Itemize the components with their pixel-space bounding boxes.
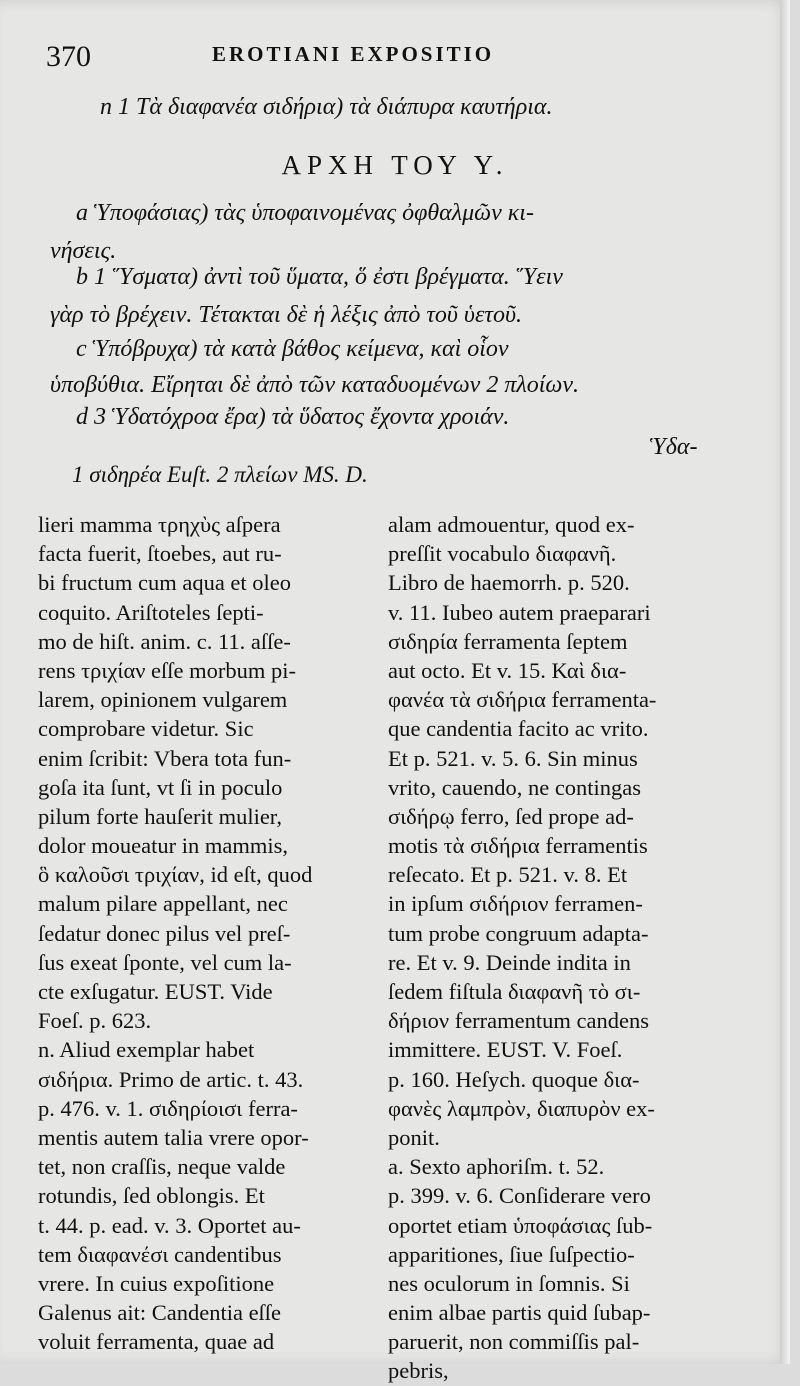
right-column-line: v. 11. Iubeo autem praeparari — [388, 599, 651, 625]
right-column-line: ſedem fiſtula διαφανῆ τὸ σι- — [388, 979, 641, 1004]
right-column-line: oportet etiam ὑποφάσιας ſub- — [388, 1212, 653, 1238]
left-column-line: σιδήρια. Primo de artic. t. 43. — [38, 1066, 304, 1092]
right-column-line: σιδήρῳ ferro, ſed prope ad- — [388, 803, 634, 829]
left-column-line: rotundis, ſed oblongis. Et — [38, 1183, 265, 1209]
left-column-line: lieri mamma τρηχὺς aſpera — [38, 512, 281, 537]
left-column-line: tet, non craſſis, neque valde — [38, 1154, 286, 1180]
left-column-line: Foeſ. p. 623. — [38, 1008, 152, 1034]
right-column-line: pebris, — [388, 1358, 449, 1384]
left-column-line: n. Aliud exemplar habet — [38, 1037, 255, 1063]
page-number: 370 — [46, 40, 91, 73]
right-column-line: tum probe congruum adapta- — [388, 920, 649, 946]
left-column-line: facta fuerit, ſtoebes, aut ru- — [38, 541, 282, 567]
entry-line-1: n 1 Τὰ διαφανέα σιδήρια) τὰ διάπυρα καυτήρια. — [100, 94, 553, 120]
right-column-line: δήριον ferramentum candens — [388, 1008, 649, 1034]
right-column-line: σιδηρία ferramenta ſeptem — [388, 628, 628, 654]
right-column-line: enim albae partis quid ſubap- — [388, 1300, 651, 1326]
entry-line-4: νήσεις. — [50, 238, 117, 264]
left-column-line: larem, opinionem vulgarem — [38, 687, 288, 713]
right-column-line: reſecato. Et p. 521. v. 8. Et — [388, 862, 628, 888]
left-column — [38, 510, 378, 1356]
right-column-line: vrito, cauendo, ne contingas — [388, 774, 642, 800]
left-column-line: ὃ καλοῦσι τριχίαν, id eſt, quod — [38, 862, 313, 888]
right-column-line: Libro de haemorrh. p. 520. — [388, 570, 630, 596]
left-column-line: cte exſugatur. EUST. Vide — [38, 979, 273, 1004]
left-column-line: goſa ita ſunt, vt ſi in poculo — [38, 774, 283, 800]
left-column-line: ſus exeat ſponte, vel cum la- — [38, 949, 292, 975]
entry-line-3: a Ὑποφάσιας) τὰς ὑποφαινομένας ὀφθαλμῶν κι- — [76, 200, 534, 226]
right-column-line: motis τὰ σιδήρια ferramentis — [388, 833, 648, 859]
entry-catchword: Ὑδα- — [650, 434, 698, 460]
left-column-line: ſedatur donec pilus vel preſ- — [38, 920, 291, 946]
right-column-line: paruerit, non commiſſis pal- — [388, 1329, 640, 1355]
right-column-line: φανέα τὰ σιδήρια ferramenta- — [388, 687, 657, 713]
left-column-line: p. 476. v. 1. σιδηρίοισι ferra- — [38, 1095, 298, 1121]
right-column-line: Et p. 521. v. 5. 6. Sin minus — [388, 745, 638, 771]
right-column — [388, 510, 718, 1386]
right-column-line: immittere. EUST. V. Foeſ. — [388, 1037, 623, 1063]
page-edge-shadow — [780, 0, 790, 1364]
right-column-line: nes oculorum in ſomnis. Si — [388, 1270, 630, 1296]
right-column-line: apparitiones, ſiue ſuſpectio- — [388, 1241, 635, 1267]
entry-line-7: c Ὑπόβρυχα) τὰ κατὰ βάθος κείμενα, καὶ οἷον — [76, 336, 509, 362]
left-column-line: malum pilare appellant, nec — [38, 891, 288, 917]
right-column-line: p. 160. Heſych. quoque δια- — [388, 1066, 640, 1092]
right-column-line: preſſit vocabulo διαφανῆ. — [388, 541, 617, 567]
right-column-line: que candentia facito ac vrito. — [388, 716, 649, 742]
left-column-line: Galenus ait: Candentia eſſe — [38, 1300, 282, 1326]
right-column-line: in ipſum σιδήριον ferramen- — [388, 891, 643, 917]
left-column-line: tem διαφανέσι candentibus — [38, 1241, 282, 1267]
right-column-line: alam admouentur, quod ex- — [388, 512, 635, 537]
entry-line-8: ὑποβύθια. Εἴρηται δὲ ἀπὸ τῶν καταδυομένων 2 πλοίων. — [50, 372, 580, 398]
left-column-line: dolor moueatur in mammis, — [38, 833, 288, 859]
left-column-line: coquito. Ariſtoteles ſepti- — [38, 599, 264, 625]
left-column-line: rens τριχίαν eſſe morbum pi- — [38, 657, 297, 683]
left-column-line: vrere. In cuius expoſitione — [38, 1270, 275, 1296]
section-heading: ΑΡΧΗ ΤΟΥ Υ. — [281, 150, 509, 180]
right-column-line: ponit. — [388, 1124, 440, 1150]
left-column-line: comprobare videtur. Sic — [38, 716, 254, 742]
left-column-line: bi fructum cum aqua et oleo — [38, 570, 292, 596]
left-column-line: enim ſcribit: Vbera tota fun- — [38, 745, 292, 771]
right-column-line: aut octo. Et v. 15. Καὶ δια- — [388, 657, 627, 683]
left-column-line: mo de hiſt. anim. c. 11. aſſe- — [38, 628, 291, 654]
page-header — [42, 32, 732, 72]
right-column-line: a. Sexto aphoriſm. t. 52. — [388, 1154, 605, 1180]
left-column-line: mentis autem talia vrere opor- — [38, 1124, 309, 1150]
entry-line-6: γὰρ τὸ βρέχειν. Τέτακται δὲ ἡ λέξις ἀπὸ τοῦ ὑετοῦ. — [50, 302, 523, 328]
right-column-line: φανὲς λαμπρὸν, διαπυρὸν ex- — [388, 1095, 655, 1121]
left-column-line: voluit ferramenta, quae ad — [38, 1329, 275, 1355]
entry-line-9: d 3 Ὑδατόχροα ἔρα) τὰ ὕδατος ἔχοντα χροιάν. — [76, 404, 510, 430]
right-column-line: p. 399. v. 6. Conſiderare vero — [388, 1183, 651, 1209]
right-column-line: re. Et v. 9. Deinde indita in — [388, 949, 631, 975]
left-column-line: t. 44. p. ead. v. 3. Oportet au- — [38, 1212, 301, 1238]
left-column-line: pilum forte hauſerit mulier, — [38, 803, 283, 829]
footnote: 1 σιδηρέα Euſt. 2 πλείων MS. D. — [72, 462, 368, 487]
running-title: EROTIANI EXPOSITIO — [212, 42, 495, 66]
entry-line-5: b 1 Ὕσματα) ἀντὶ τοῦ ὕματα, ὅ ἐστι βρέγματα. Ὕειν — [76, 264, 563, 290]
